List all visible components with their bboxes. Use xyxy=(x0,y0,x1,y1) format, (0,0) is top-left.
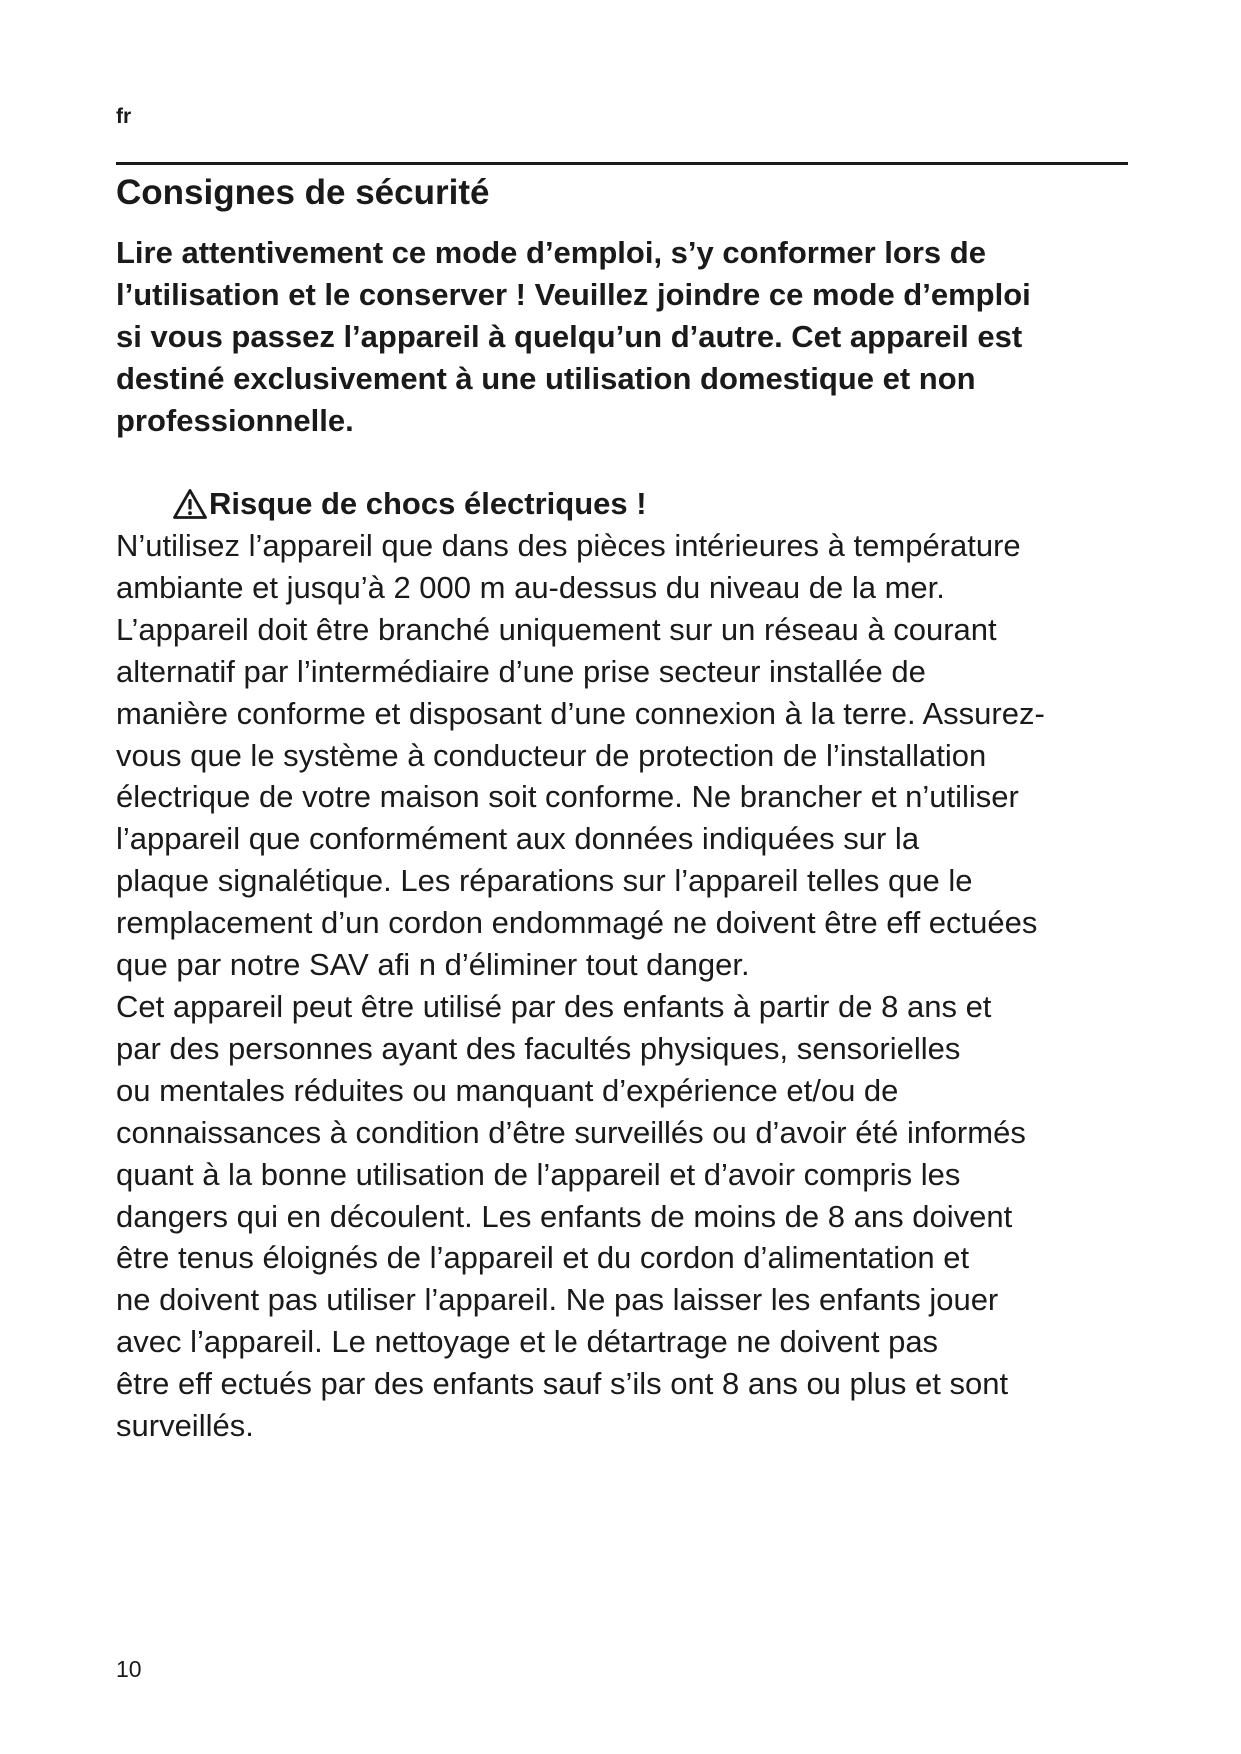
intro-line: Lire attentivement ce mode d’emploi, s’y conformer lors de xyxy=(116,235,986,270)
body-line: remplacement d’un cordon endommagé ne doivent être eff ectuées xyxy=(116,905,1038,941)
body-line: électrique de votre maison soit conforme. Ne brancher et n’utiliser xyxy=(116,779,1019,815)
body-line: plaque signalétique. Les réparations sur l’appareil telles que le xyxy=(116,863,973,899)
warning-triangle-icon xyxy=(172,488,208,520)
section-title: Consignes de sécurité xyxy=(116,173,490,212)
language-tag: fr xyxy=(116,105,132,128)
body-line: vous que le système à conducteur de protection de l’installation xyxy=(116,737,987,773)
safety-instructions xyxy=(116,525,1146,1447)
body-line: avec l’appareil. Le nettoyage et le détartrage ne doivent pas xyxy=(116,1324,939,1360)
warning-heading xyxy=(172,483,647,525)
body-line: manière conforme et disposant d’une connexion à la terre. Assurez- xyxy=(116,695,1045,731)
body-line: ou mentales réduites ou manquant d’expérience et/ou de xyxy=(116,1072,899,1108)
body-line: surveillés. xyxy=(116,1408,254,1444)
warning-title: Risque de chocs électriques ! xyxy=(209,486,647,521)
body-line: ne doivent pas utiliser l’appareil. Ne pas laisser les enfants jouer xyxy=(116,1282,999,1318)
body-line: quant à la bonne utilisation de l’appareil et d’avoir compris les xyxy=(116,1156,961,1192)
body-line: connaissances à condition d’être surveillés ou d’avoir été informés xyxy=(116,1114,1026,1150)
body-line: l’appareil que conformément aux données indiquées sur la xyxy=(116,821,920,857)
body-line: que par notre SAV afi n d’éliminer tout danger. xyxy=(116,947,750,983)
body-line: Cet appareil peut être utilisé par des enfants à partir de 8 ans et xyxy=(116,988,992,1024)
intro-paragraph xyxy=(116,232,1136,442)
intro-line: professionnelle. xyxy=(116,403,354,438)
intro-line: l’utilisation et le conserver ! Veuillez joindre ce mode d’emploi xyxy=(116,277,1031,312)
intro-line: si vous passez l’appareil à quelqu’un d’autre. Cet appareil est xyxy=(116,319,1023,354)
header-rule xyxy=(116,162,1128,165)
body-line: N’utilisez l’appareil que dans des pièces intérieures à température xyxy=(116,528,1021,563)
body-line: par des personnes ayant des facultés physiques, sensorielles xyxy=(116,1030,961,1066)
body-line: être eff ectués par des enfants sauf s’ils ont 8 ans ou plus et sont xyxy=(116,1366,1009,1402)
body-line: dangers qui en découlent. Les enfants de moins de 8 ans doivent xyxy=(116,1198,1013,1234)
body-line: être tenus éloignés de l’appareil et du cordon d’alimentation et xyxy=(116,1240,970,1276)
body-line: L’appareil doit être branché uniquement sur un réseau à courant xyxy=(116,611,997,647)
body-line: ambiante et jusqu’à 2 000 m au-dessus du niveau de la mer. xyxy=(116,569,945,605)
page-number: 10 xyxy=(116,1656,142,1682)
body-line: alternatif par l’intermédiaire d’une prise secteur installée de xyxy=(116,653,926,689)
intro-line: destiné exclusivement à une utilisation domestique et non xyxy=(116,361,976,396)
